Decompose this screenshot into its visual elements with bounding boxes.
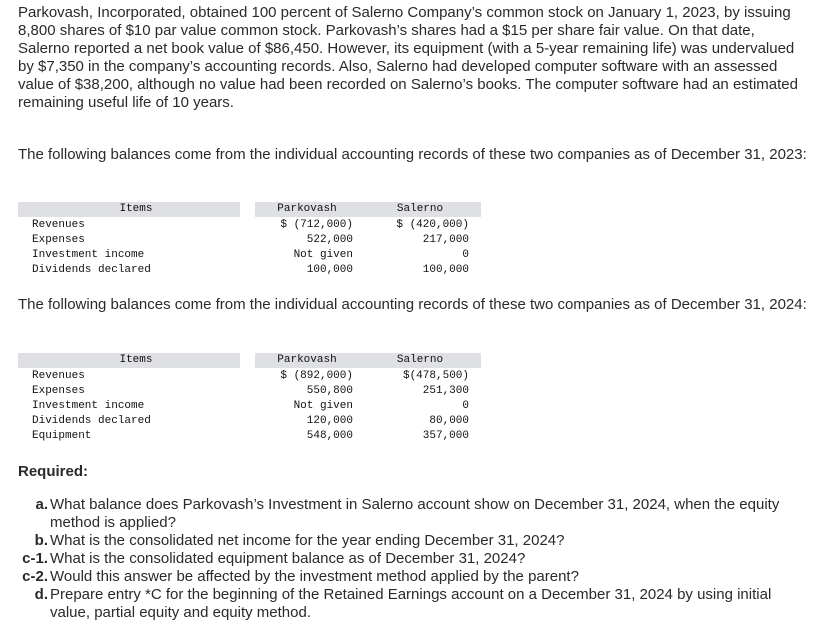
balances-2023-text: The following balances come from the individual accounting records of these two companies as of December 31, 2023: [18, 146, 807, 163]
question-label: d. [34, 586, 48, 603]
row-parkovash: 550,800 [306, 385, 353, 397]
question-label: b. [34, 532, 48, 549]
question-item [18, 550, 813, 568]
row-parkovash: 100,000 [306, 264, 353, 276]
row-item: Dividends declared [32, 264, 151, 276]
table-row [18, 218, 481, 234]
header-items: Items [18, 353, 240, 369]
intro-paragraph: Parkovash, Incorporated, obtained 100 percent of Salerno Company’s common stock on January 1, 2023, by issuing 8,800 shares of $10 par value common stock. Parkovash’s shares had a $15 per share fair value. On that date, Salerno reported a net book value of $86,450. However, its equipment (with a 5-year remaining life) was undervalued by $7,350 in the company’s accounting records. Also, Salerno had developed computer software with an assessed value of $38,200, although no value had been recorded on Salerno’s books. The computer software had an estimated remaining useful life of 10 years. [18, 4, 798, 111]
header-parkovash: Parkovash [255, 353, 359, 369]
question-item [18, 568, 813, 586]
row-salerno: 100,000 [422, 264, 469, 276]
question-label: c-2. [22, 568, 48, 585]
balances-2024-text: The following balances come from the individual accounting records of these two companies as of December 31, 2024: [18, 296, 807, 313]
row-salerno: 0 [462, 249, 469, 261]
row-item: Dividends declared [32, 415, 151, 427]
row-item: Revenues [32, 370, 85, 382]
row-parkovash: Not given [293, 249, 353, 261]
row-item: Investment income [32, 249, 145, 261]
question-text: What is the consolidated equipment balance as of December 31, 2024? [50, 550, 526, 567]
row-parkovash: $ (712,000) [280, 219, 353, 231]
required-heading: Required: [18, 463, 89, 480]
row-parkovash: Not given [293, 400, 353, 412]
problem-intro [18, 4, 808, 112]
question-label: a. [35, 496, 48, 513]
table-row [18, 414, 481, 429]
table-row [18, 429, 481, 444]
question-text: Prepare entry *C for the beginning of the Retained Earnings account on a December 31, 2024 by using initial value, partial equity and equity method. [50, 586, 772, 621]
table-row [18, 263, 481, 278]
balances-2023-table [18, 202, 481, 278]
row-item: Revenues [32, 219, 85, 231]
required-questions [18, 496, 813, 622]
row-salerno: 217,000 [422, 234, 469, 246]
header-salerno: Salerno [359, 202, 481, 218]
row-salerno: $ (420,000) [396, 219, 469, 231]
question-text: What balance does Parkovash’s Investment in Salerno account show on December 31, 2024, when the equity method is applied? [50, 496, 780, 531]
table-row [18, 233, 481, 248]
row-parkovash: 522,000 [306, 234, 353, 246]
row-salerno: 80,000 [429, 415, 469, 427]
question-label: c-1. [22, 550, 48, 567]
header-parkovash: Parkovash [255, 202, 359, 218]
header-items: Items [18, 202, 240, 218]
row-salerno: $(478,500) [402, 370, 469, 382]
balances-2024-table [18, 353, 481, 444]
table-header-row [18, 202, 481, 218]
balances-2023-intro [18, 146, 808, 164]
row-parkovash: 120,000 [306, 415, 353, 427]
table-row [18, 384, 481, 399]
question-item [18, 532, 813, 550]
row-salerno: 0 [462, 400, 469, 412]
header-salerno: Salerno [359, 353, 481, 369]
question-item [18, 496, 813, 532]
row-salerno: 251,300 [422, 385, 469, 397]
row-item: Equipment [32, 430, 92, 442]
row-item: Investment income [32, 400, 145, 412]
table-row [18, 248, 481, 263]
table-row [18, 399, 481, 414]
row-item: Expenses [32, 385, 85, 397]
row-item: Expenses [32, 234, 85, 246]
question-text: What is the consolidated net income for the year ending December 31, 2024? [50, 532, 565, 549]
row-parkovash: $ (892,000) [280, 370, 353, 382]
row-salerno: 357,000 [422, 430, 469, 442]
table-header-row [18, 353, 481, 369]
question-item [18, 586, 813, 622]
balances-2024-intro [18, 296, 808, 314]
row-parkovash: 548,000 [306, 430, 353, 442]
question-text: Would this answer be affected by the investment method applied by the parent? [50, 568, 579, 585]
table-row [18, 369, 481, 385]
